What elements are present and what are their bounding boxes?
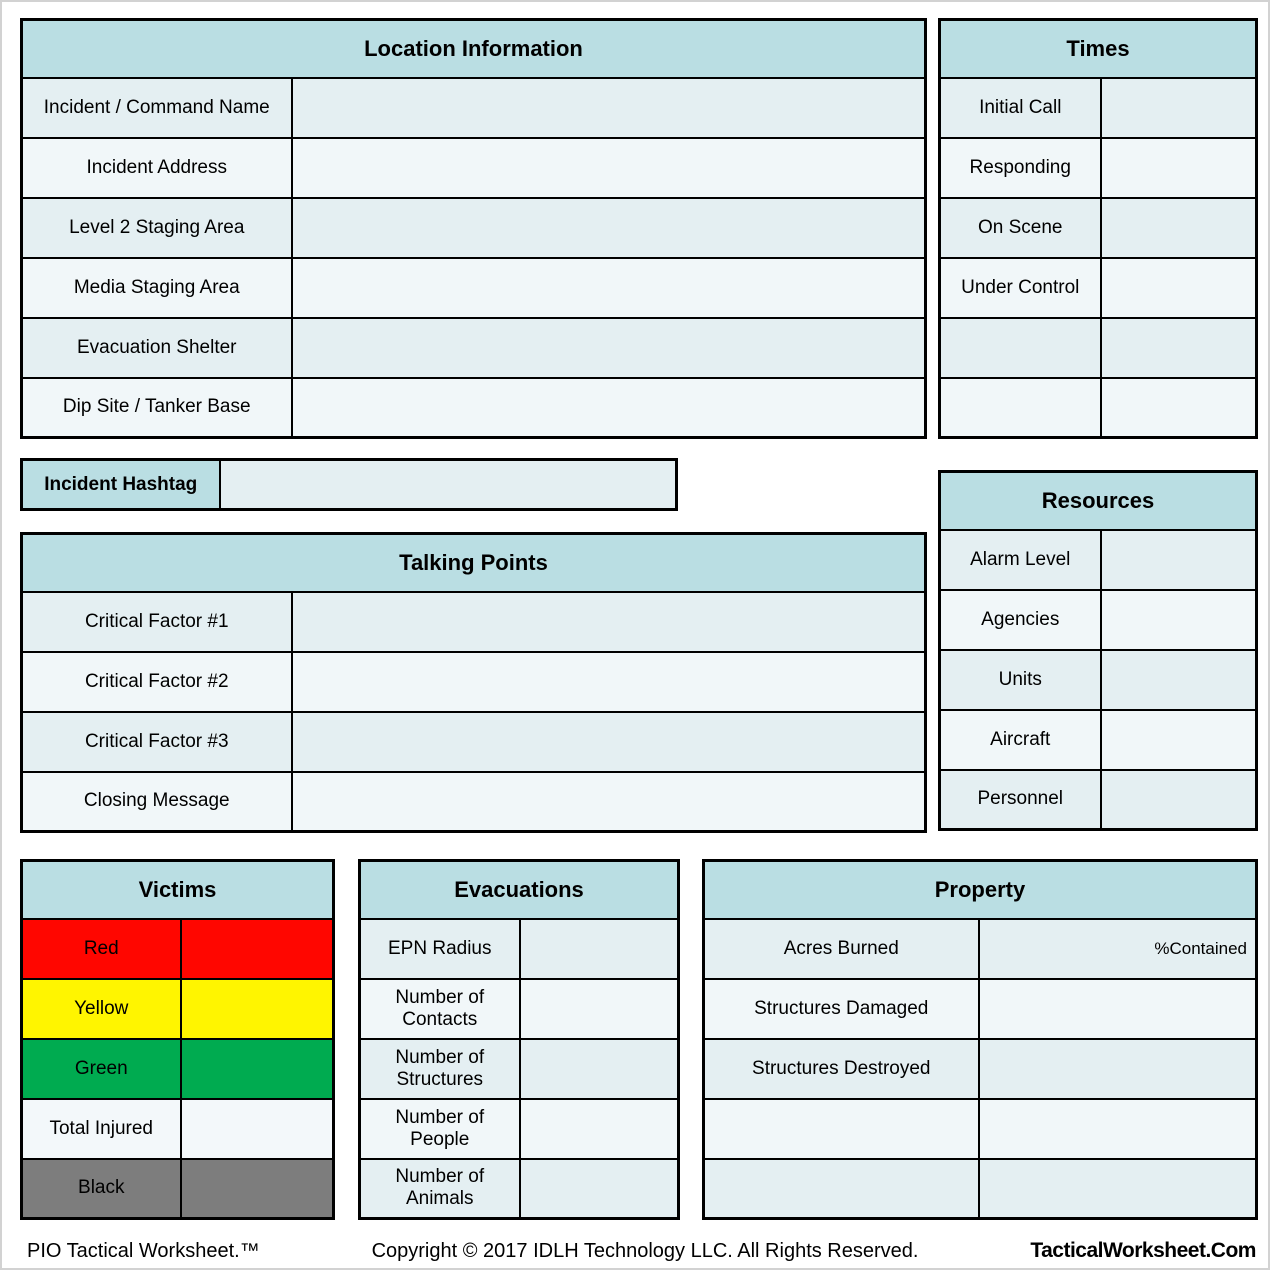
resources-table: [938, 470, 1258, 831]
field-label: Incident / Command Name: [22, 78, 292, 138]
table-row: [360, 919, 679, 979]
table-row: [22, 652, 926, 712]
critical-factor-2-field[interactable]: [292, 652, 926, 712]
table-row: [704, 1039, 1257, 1099]
victims-red-count-field[interactable]: [181, 919, 334, 979]
victims-red-row: [22, 919, 334, 979]
field-label: Aircraft: [940, 710, 1101, 770]
structures-destroyed-field[interactable]: [979, 1039, 1257, 1099]
critical-factor-3-field[interactable]: [292, 712, 926, 772]
table-row: [360, 979, 679, 1039]
blank-property-label-field[interactable]: [704, 1159, 979, 1219]
victims-black-row: [22, 1159, 334, 1219]
blank-property-value-field[interactable]: [979, 1159, 1257, 1219]
on-scene-time-field[interactable]: [1101, 198, 1257, 258]
incident-address-field[interactable]: [292, 138, 926, 198]
table-row: [22, 78, 926, 138]
victims-total-injured-row: [22, 1099, 334, 1159]
acres-burned-field[interactable]: [979, 919, 1257, 979]
total-injured-count-field[interactable]: [181, 1099, 334, 1159]
table-row: [360, 1039, 679, 1099]
field-label: Evacuation Shelter: [22, 318, 292, 378]
table-row: [940, 590, 1257, 650]
aircraft-field[interactable]: [1101, 710, 1257, 770]
incident-command-name-field[interactable]: [292, 78, 926, 138]
number-of-structures-field[interactable]: [520, 1039, 679, 1099]
blank-property-value-field[interactable]: [979, 1099, 1257, 1159]
table-row: [704, 919, 1257, 979]
percent-contained-label: %Contained: [1154, 938, 1247, 958]
table-row: [22, 772, 926, 832]
field-label: Alarm Level: [940, 530, 1101, 590]
field-label: Initial Call: [940, 78, 1101, 138]
agencies-field[interactable]: [1101, 590, 1257, 650]
personnel-field[interactable]: [1101, 770, 1257, 830]
field-label: Number of People: [360, 1099, 520, 1159]
victims-green-count-field[interactable]: [181, 1039, 334, 1099]
under-control-time-field[interactable]: [1101, 258, 1257, 318]
field-label: Level 2 Staging Area: [22, 198, 292, 258]
field-label: Number of Animals: [360, 1159, 520, 1219]
field-label: Yellow: [22, 979, 181, 1039]
worksheet-name: PIO Tactical Worksheet.™: [27, 1239, 260, 1262]
incident-hashtag-label: Incident Hashtag: [22, 460, 220, 510]
field-label: On Scene: [940, 198, 1101, 258]
table-row: [704, 1099, 1257, 1159]
victims-black-count-field[interactable]: [181, 1159, 334, 1219]
table-row: [360, 1099, 679, 1159]
dip-site-tanker-base-field[interactable]: [292, 378, 926, 438]
closing-message-field[interactable]: [292, 772, 926, 832]
field-label: Critical Factor #3: [22, 712, 292, 772]
resources-title: Resources: [940, 472, 1257, 530]
media-staging-area-field[interactable]: [292, 258, 926, 318]
field-label: Personnel: [940, 770, 1101, 830]
table-row: [22, 460, 677, 510]
victims-title: Victims: [22, 861, 334, 919]
level-2-staging-area-field[interactable]: [292, 198, 926, 258]
evacuation-shelter-field[interactable]: [292, 318, 926, 378]
initial-call-time-field[interactable]: [1101, 78, 1257, 138]
location-information-title: Location Information: [22, 20, 926, 78]
table-row: [22, 712, 926, 772]
talking-points-title: Talking Points: [22, 534, 926, 592]
field-label: Media Staging Area: [22, 258, 292, 318]
table-row: [22, 592, 926, 652]
location-information-table: [20, 18, 927, 439]
table-row: [22, 198, 926, 258]
footer: [2, 1234, 1270, 1268]
field-label: Agencies: [940, 590, 1101, 650]
field-label: Total Injured: [22, 1099, 181, 1159]
field-label: Closing Message: [22, 772, 292, 832]
table-row: [940, 378, 1257, 438]
blank-time-label-field[interactable]: [940, 318, 1101, 378]
victims-yellow-row: [22, 979, 334, 1039]
field-label: Black: [22, 1159, 181, 1219]
field-label: Under Control: [940, 258, 1101, 318]
field-label: Responding: [940, 138, 1101, 198]
incident-hashtag-bar: [20, 458, 678, 511]
alarm-level-field[interactable]: [1101, 530, 1257, 590]
victims-table: [20, 859, 335, 1220]
number-of-contacts-field[interactable]: [520, 979, 679, 1039]
victims-green-row: [22, 1039, 334, 1099]
critical-factor-1-field[interactable]: [292, 592, 926, 652]
field-label: Number of Structures: [360, 1039, 520, 1099]
field-label: EPN Radius: [360, 919, 520, 979]
table-row: [940, 258, 1257, 318]
number-of-animals-field[interactable]: [520, 1159, 679, 1219]
table-row: [22, 378, 926, 438]
times-title: Times: [940, 20, 1257, 78]
table-row: [22, 258, 926, 318]
victims-yellow-count-field[interactable]: [181, 979, 334, 1039]
blank-time-value-field[interactable]: [1101, 318, 1257, 378]
number-of-people-field[interactable]: [520, 1099, 679, 1159]
table-row: [704, 979, 1257, 1039]
property-table: [702, 859, 1258, 1220]
copyright-text: Copyright © 2017 IDLH Technology LLC. All Rights Reserved.: [371, 1239, 919, 1262]
table-row: [940, 770, 1257, 830]
blank-time-label-field[interactable]: [940, 378, 1101, 438]
field-label: Critical Factor #1: [22, 592, 292, 652]
field-label: Number of Contacts: [360, 979, 520, 1039]
blank-time-value-field[interactable]: [1101, 378, 1257, 438]
field-label: Structures Destroyed: [704, 1039, 979, 1099]
table-row: [940, 530, 1257, 590]
epn-radius-field[interactable]: [520, 919, 679, 979]
talking-points-table: [20, 532, 927, 833]
table-row: [940, 650, 1257, 710]
website-link[interactable]: TacticalWorksheet.Com: [1030, 1239, 1256, 1262]
table-row: [940, 318, 1257, 378]
field-label: Red: [22, 919, 181, 979]
structures-damaged-field[interactable]: [979, 979, 1257, 1039]
responding-time-field[interactable]: [1101, 138, 1257, 198]
table-row: [940, 138, 1257, 198]
table-row: [940, 78, 1257, 138]
field-label: Units: [940, 650, 1101, 710]
units-field[interactable]: [1101, 650, 1257, 710]
times-table: [938, 18, 1258, 439]
evacuations-table: [358, 859, 680, 1220]
field-label: Critical Factor #2: [22, 652, 292, 712]
incident-hashtag-field[interactable]: [220, 460, 677, 510]
field-label: Incident Address: [22, 138, 292, 198]
property-title: Property: [704, 861, 1257, 919]
table-row: [704, 1159, 1257, 1219]
field-label: Structures Damaged: [704, 979, 979, 1039]
table-row: [940, 198, 1257, 258]
field-label: Dip Site / Tanker Base: [22, 378, 292, 438]
blank-property-label-field[interactable]: [704, 1099, 979, 1159]
field-label: Acres Burned: [704, 919, 979, 979]
field-label: Green: [22, 1039, 181, 1099]
evacuations-title: Evacuations: [360, 861, 679, 919]
table-row: [940, 710, 1257, 770]
table-row: [22, 138, 926, 198]
table-row: [360, 1159, 679, 1219]
table-row: [22, 318, 926, 378]
